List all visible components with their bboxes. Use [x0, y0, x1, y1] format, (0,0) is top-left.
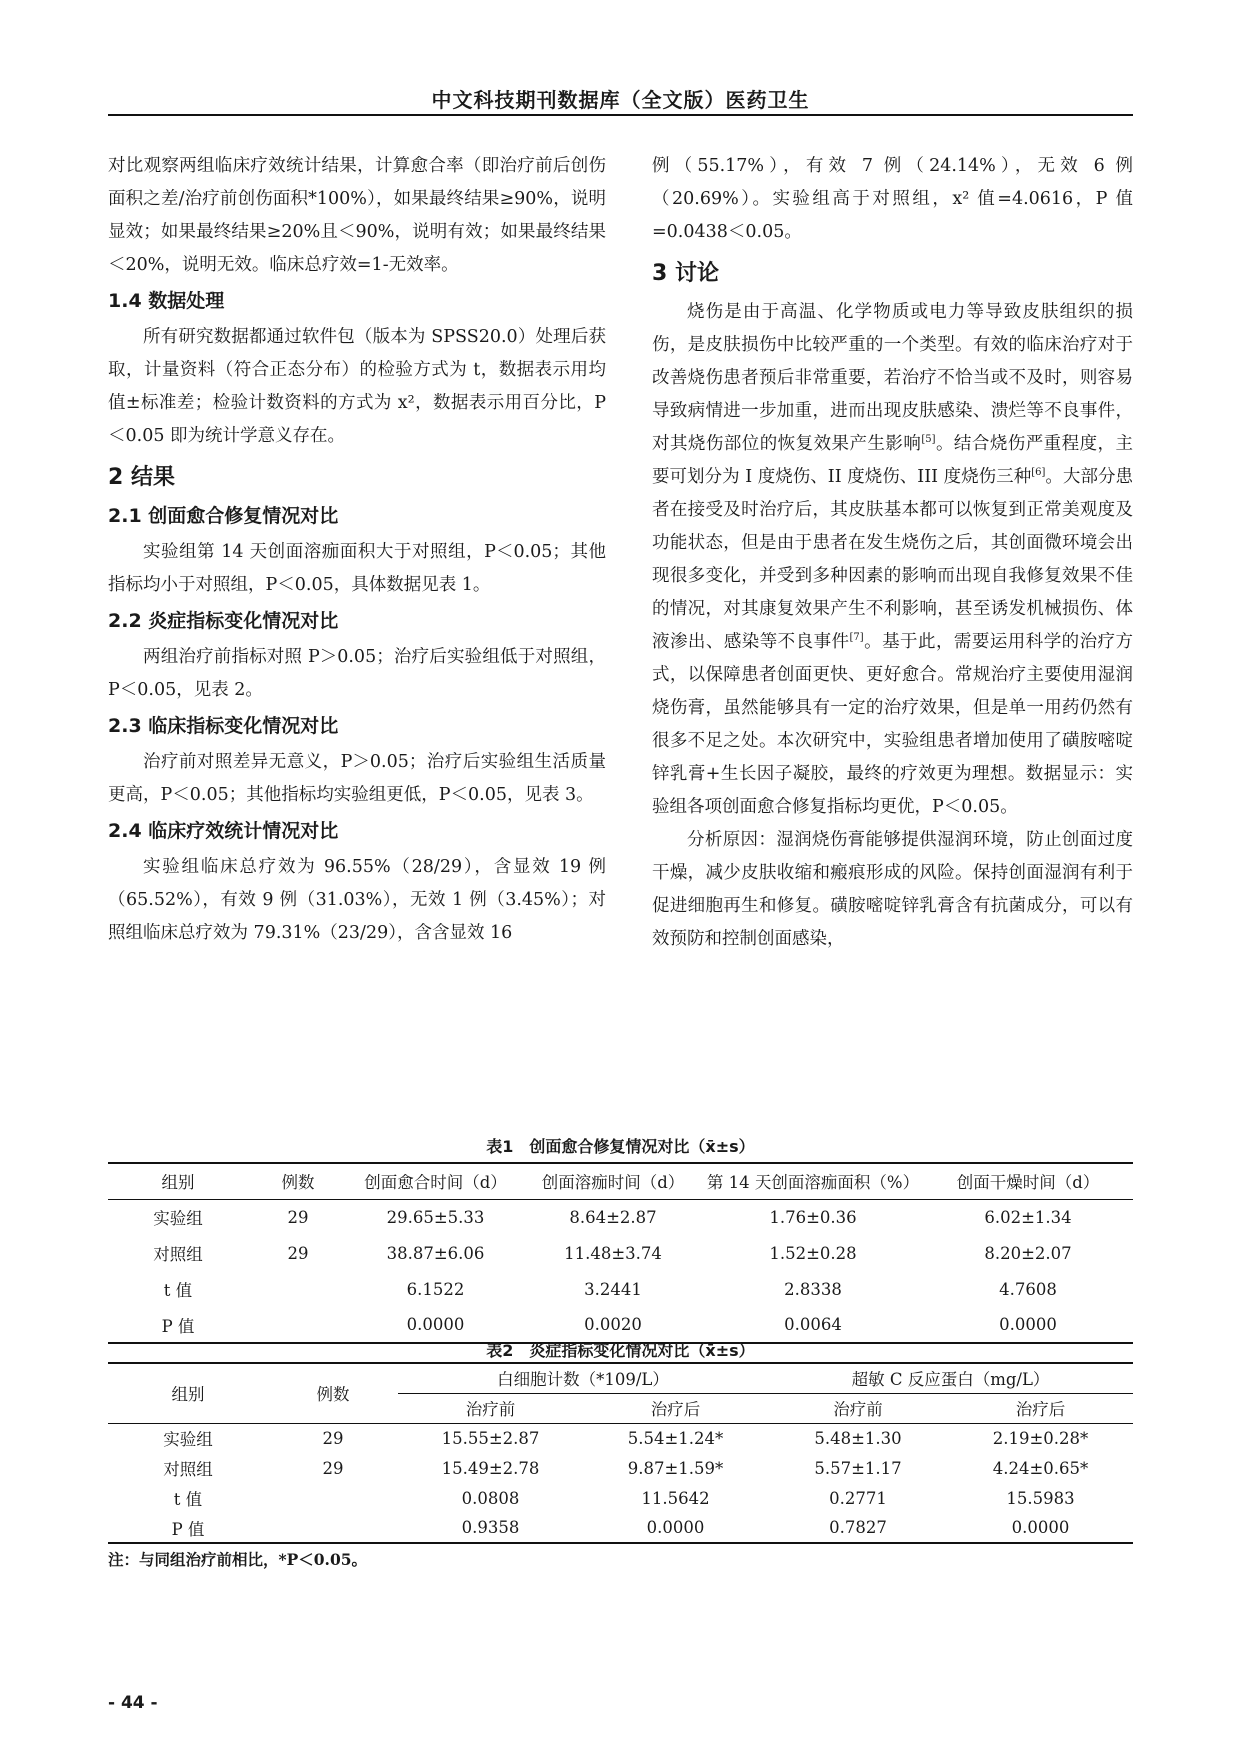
table-cell: 2.19±0.28* — [992, 1428, 1089, 1448]
section-heading-discussion: 3 讨论 — [652, 261, 719, 286]
right-column — [652, 150, 1133, 956]
table2-header-crp: 超敏 C 反应蛋白（mg/L） — [768, 1363, 1133, 1393]
table2-header-after: 治疗后 — [948, 1393, 1133, 1423]
table-cell: 0.9358 — [461, 1518, 520, 1537]
table2-title: 表2 炎症指标变化情况对比（x̄±s） — [486, 1341, 755, 1360]
table-cell: 15.49±2.78 — [441, 1458, 540, 1478]
table-row — [108, 1513, 1133, 1543]
table2-header-count: 例数 — [268, 1363, 398, 1423]
table-cell: 9.87±1.59* — [627, 1458, 724, 1478]
table-cell: 6.02±1.34 — [984, 1207, 1072, 1227]
table-cell — [268, 1513, 398, 1543]
table-cell: 29 — [322, 1458, 344, 1478]
table-cell: 2.8338 — [784, 1279, 842, 1299]
table-cell: 1.52±0.28 — [769, 1243, 857, 1263]
table-cell: 5.54±1.24* — [627, 1428, 724, 1448]
table1-header-cell: 第 14 天创面溶痂面积（%） — [703, 1163, 923, 1199]
table-cell: 0.0064 — [784, 1315, 842, 1334]
table1-title: 表1 创面愈合修复情况对比（x̄±s） — [486, 1137, 755, 1156]
citation-7[interactable]: [7] — [849, 632, 864, 644]
section-heading-results: 2 结果 — [108, 465, 175, 490]
table-cell: 29 — [322, 1428, 344, 1448]
header-rule — [108, 114, 1133, 116]
table-row — [108, 1423, 1133, 1453]
table-row — [108, 1453, 1133, 1483]
table-cell: 实验组 — [163, 1430, 213, 1450]
table1-header-cell: 创面干燥时间（d） — [923, 1163, 1133, 1199]
table-cell: 0.0020 — [584, 1315, 642, 1334]
discussion-text-part-1: 烧伤是由于高温、化学物质或电力等导致皮肤组织的损伤，是皮肤损伤中比较严重的一个类型。有效的临床治疗对于改善烧伤患者预后非常重要，若治疗不恰当或不及时，则容易导致病情进一步加重，进而出现皮肤感染、溃烂等不良事件，对其烧伤部位的恢复效果产生影响 — [652, 302, 1133, 454]
table-cell: t 值 — [173, 1490, 203, 1509]
table-cell: P 值 — [161, 1316, 195, 1336]
section-heading-2-4: 2.4 临床疗效统计情况对比 — [108, 820, 339, 842]
table2-header-before: 治疗前 — [768, 1393, 948, 1423]
discussion-text-part-2: 。结合烧伤严重程度，主要可划分为 I 度烧伤、II 度烧伤、III 度烧伤三种 — [652, 434, 1134, 487]
table2-header-after: 治疗后 — [583, 1393, 768, 1423]
table-cell: P 值 — [171, 1519, 205, 1539]
table-cell: 0.0000 — [1011, 1518, 1070, 1537]
paragraph-2-4-continued: 例（55.17%），有效 7 例（24.14%），无效 6 例（20.69%）。实验组高于对照组，x² 值=4.0616，P 值=0.0438＜0.05。 — [652, 156, 1133, 242]
table-row — [108, 1199, 1133, 1235]
table-cell: 0.0000 — [406, 1315, 465, 1334]
section-heading-2-3: 2.3 临床指标变化情况对比 — [108, 715, 339, 737]
table2-footnote: 注：与同组治疗前相比，*P＜0.05。 — [108, 1550, 368, 1569]
table1-header-cell: 创面溶痂时间（d） — [523, 1163, 703, 1199]
table-cell: 0.0000 — [646, 1518, 705, 1537]
table2-header-group: 组别 — [108, 1363, 268, 1423]
table-cell: 0.7827 — [829, 1518, 887, 1537]
table2-header-wbc: 白细胞计数（*109/L） — [398, 1363, 768, 1393]
paragraph-efficacy-criteria: 对比观察两组临床疗效统计结果，计算愈合率（即治疗前后创伤面积之差/治疗前创伤面积*100%），如果最终结果≥90%，说明显效；如果最终结果≥20%且＜90%，说明有效；如果最终结果＜20%，说明无效。临床总疗效=1-无效率。 — [108, 156, 606, 275]
table-row — [108, 1235, 1133, 1271]
table1-header-cell: 创面愈合时间（d） — [348, 1163, 523, 1199]
table1-header-row — [108, 1163, 1133, 1199]
table-cell: 实验组 — [153, 1209, 203, 1229]
table-cell: 4.7608 — [999, 1279, 1057, 1299]
citation-6[interactable]: [6] — [1031, 467, 1046, 479]
page-number: - 44 - — [108, 1693, 158, 1713]
table-cell: 29.65±5.33 — [386, 1207, 485, 1227]
table-row — [108, 1271, 1133, 1307]
table1 — [108, 1162, 1133, 1344]
paragraph-discussion-1 — [652, 296, 1133, 824]
paragraph-2-2: 两组治疗前指标对照 P＞0.05；治疗后实验组低于对照组，P＜0.05，见表 2。 — [108, 647, 606, 700]
paragraph-2-1: 实验组第 14 天创面溶痂面积大于对照组，P＜0.05；其他指标均小于对照组，P＜0.05，具体数据见表 1。 — [108, 542, 606, 595]
table1-header-cell: 例数 — [248, 1163, 348, 1199]
table-cell: 11.5642 — [641, 1488, 710, 1508]
section-heading-1-4: 1.4 数据处理 — [108, 290, 225, 312]
paragraph-discussion-2: 分析原因：湿润烧伤膏能够提供湿润环境，防止创面过度干燥，减少皮肤收缩和瘢痕形成的风险。保持创面湿润有利于促进细胞再生和修复。磺胺嘧啶锌乳膏含有抗菌成分，可以有效预防和控制创面感染， — [652, 830, 1133, 949]
discussion-text-part-3: 。大部分患者在接受及时治疗后，其皮肤基本都可以恢复到正常美观度及功能状态，但是由于患者在发生烧伤之后，其创面微环境会出现很多变化，并受到多种因素的影响而出现自我修复效果不佳的情况，对其康复效果产生不利影响，甚至诱发机械损伤、体液渗出、感染等不良事件 — [652, 467, 1134, 652]
table-cell — [248, 1271, 348, 1307]
table-cell: 11.48±3.74 — [564, 1243, 662, 1263]
table-cell: 38.87±6.06 — [386, 1243, 485, 1263]
table-cell: 0.2771 — [829, 1488, 887, 1508]
left-column — [108, 150, 606, 950]
paragraph-data-processing: 所有研究数据都通过软件包（版本为 SPSS20.0）处理后获取，计量资料（符合正态分布）的检验方式为 t，数据表示用均值±标准差；检验计数资料的方式为 x²，数据表示用百分比，P＜0.05 即为统计学意义存在。 — [108, 327, 606, 446]
table2-header-row — [108, 1363, 1133, 1393]
table-cell: 5.48±1.30 — [814, 1428, 902, 1448]
table-cell: 29 — [287, 1243, 309, 1263]
table-cell: 3.2441 — [584, 1279, 642, 1299]
table-cell: 15.55±2.87 — [441, 1428, 540, 1448]
table-cell: 对照组 — [153, 1245, 203, 1264]
table-cell: 6.1522 — [406, 1279, 465, 1299]
table2-header-before: 治疗前 — [398, 1393, 583, 1423]
table-cell: 8.20±2.07 — [984, 1243, 1072, 1263]
table-cell: 8.64±2.87 — [569, 1207, 657, 1227]
discussion-text-part-4: 。基于此，需要运用科学的治疗方式，以保障患者创面更快、更好愈合。常规治疗主要使用湿润烧伤膏，虽然能够具有一定的治疗效果，但是单一用药仍然有很多不足之处。本次研究中，实验组患者增加使用了磺胺嘧啶锌乳膏+生长因子凝胶，最终的疗效更为理想。数据显示：实验组各项创面愈合修复指标均更优，P＜0.05。 — [652, 632, 1134, 817]
citation-5[interactable]: [5] — [921, 434, 936, 446]
paragraph-2-3: 治疗前对照差异无意义，P＞0.05；治疗后实验组生活质量更高，P＜0.05；其他指标均实验组更低，P＜0.05，见表 3。 — [108, 752, 606, 805]
table2 — [108, 1362, 1133, 1544]
table-cell: 29 — [287, 1207, 309, 1227]
table-cell: 15.5983 — [1006, 1488, 1075, 1508]
section-heading-2-1: 2.1 创面愈合修复情况对比 — [108, 505, 339, 527]
table-cell — [268, 1483, 398, 1513]
paragraph-2-4: 实验组临床总疗效为 96.55%（28/29），含显效 19 例（65.52%），有效 9 例（31.03%），无效 1 例（3.45%）；对照组临床总疗效为 79.31%（23/29），含含显效 16 — [108, 857, 606, 943]
table-cell: 0.0808 — [461, 1488, 520, 1508]
table-cell: 0.0000 — [999, 1315, 1057, 1334]
running-header: 中文科技期刊数据库（全文版）医药卫生 — [431, 88, 810, 112]
table-row — [108, 1483, 1133, 1513]
table-cell: 4.24±0.65* — [992, 1458, 1089, 1478]
table-cell: 对照组 — [163, 1460, 213, 1479]
table-cell: t 值 — [163, 1281, 193, 1300]
table-cell: 5.57±1.17 — [814, 1458, 902, 1478]
section-heading-2-2: 2.2 炎症指标变化情况对比 — [108, 610, 339, 632]
table-cell: 1.76±0.36 — [769, 1207, 857, 1227]
table1-header-cell: 组别 — [108, 1163, 248, 1199]
